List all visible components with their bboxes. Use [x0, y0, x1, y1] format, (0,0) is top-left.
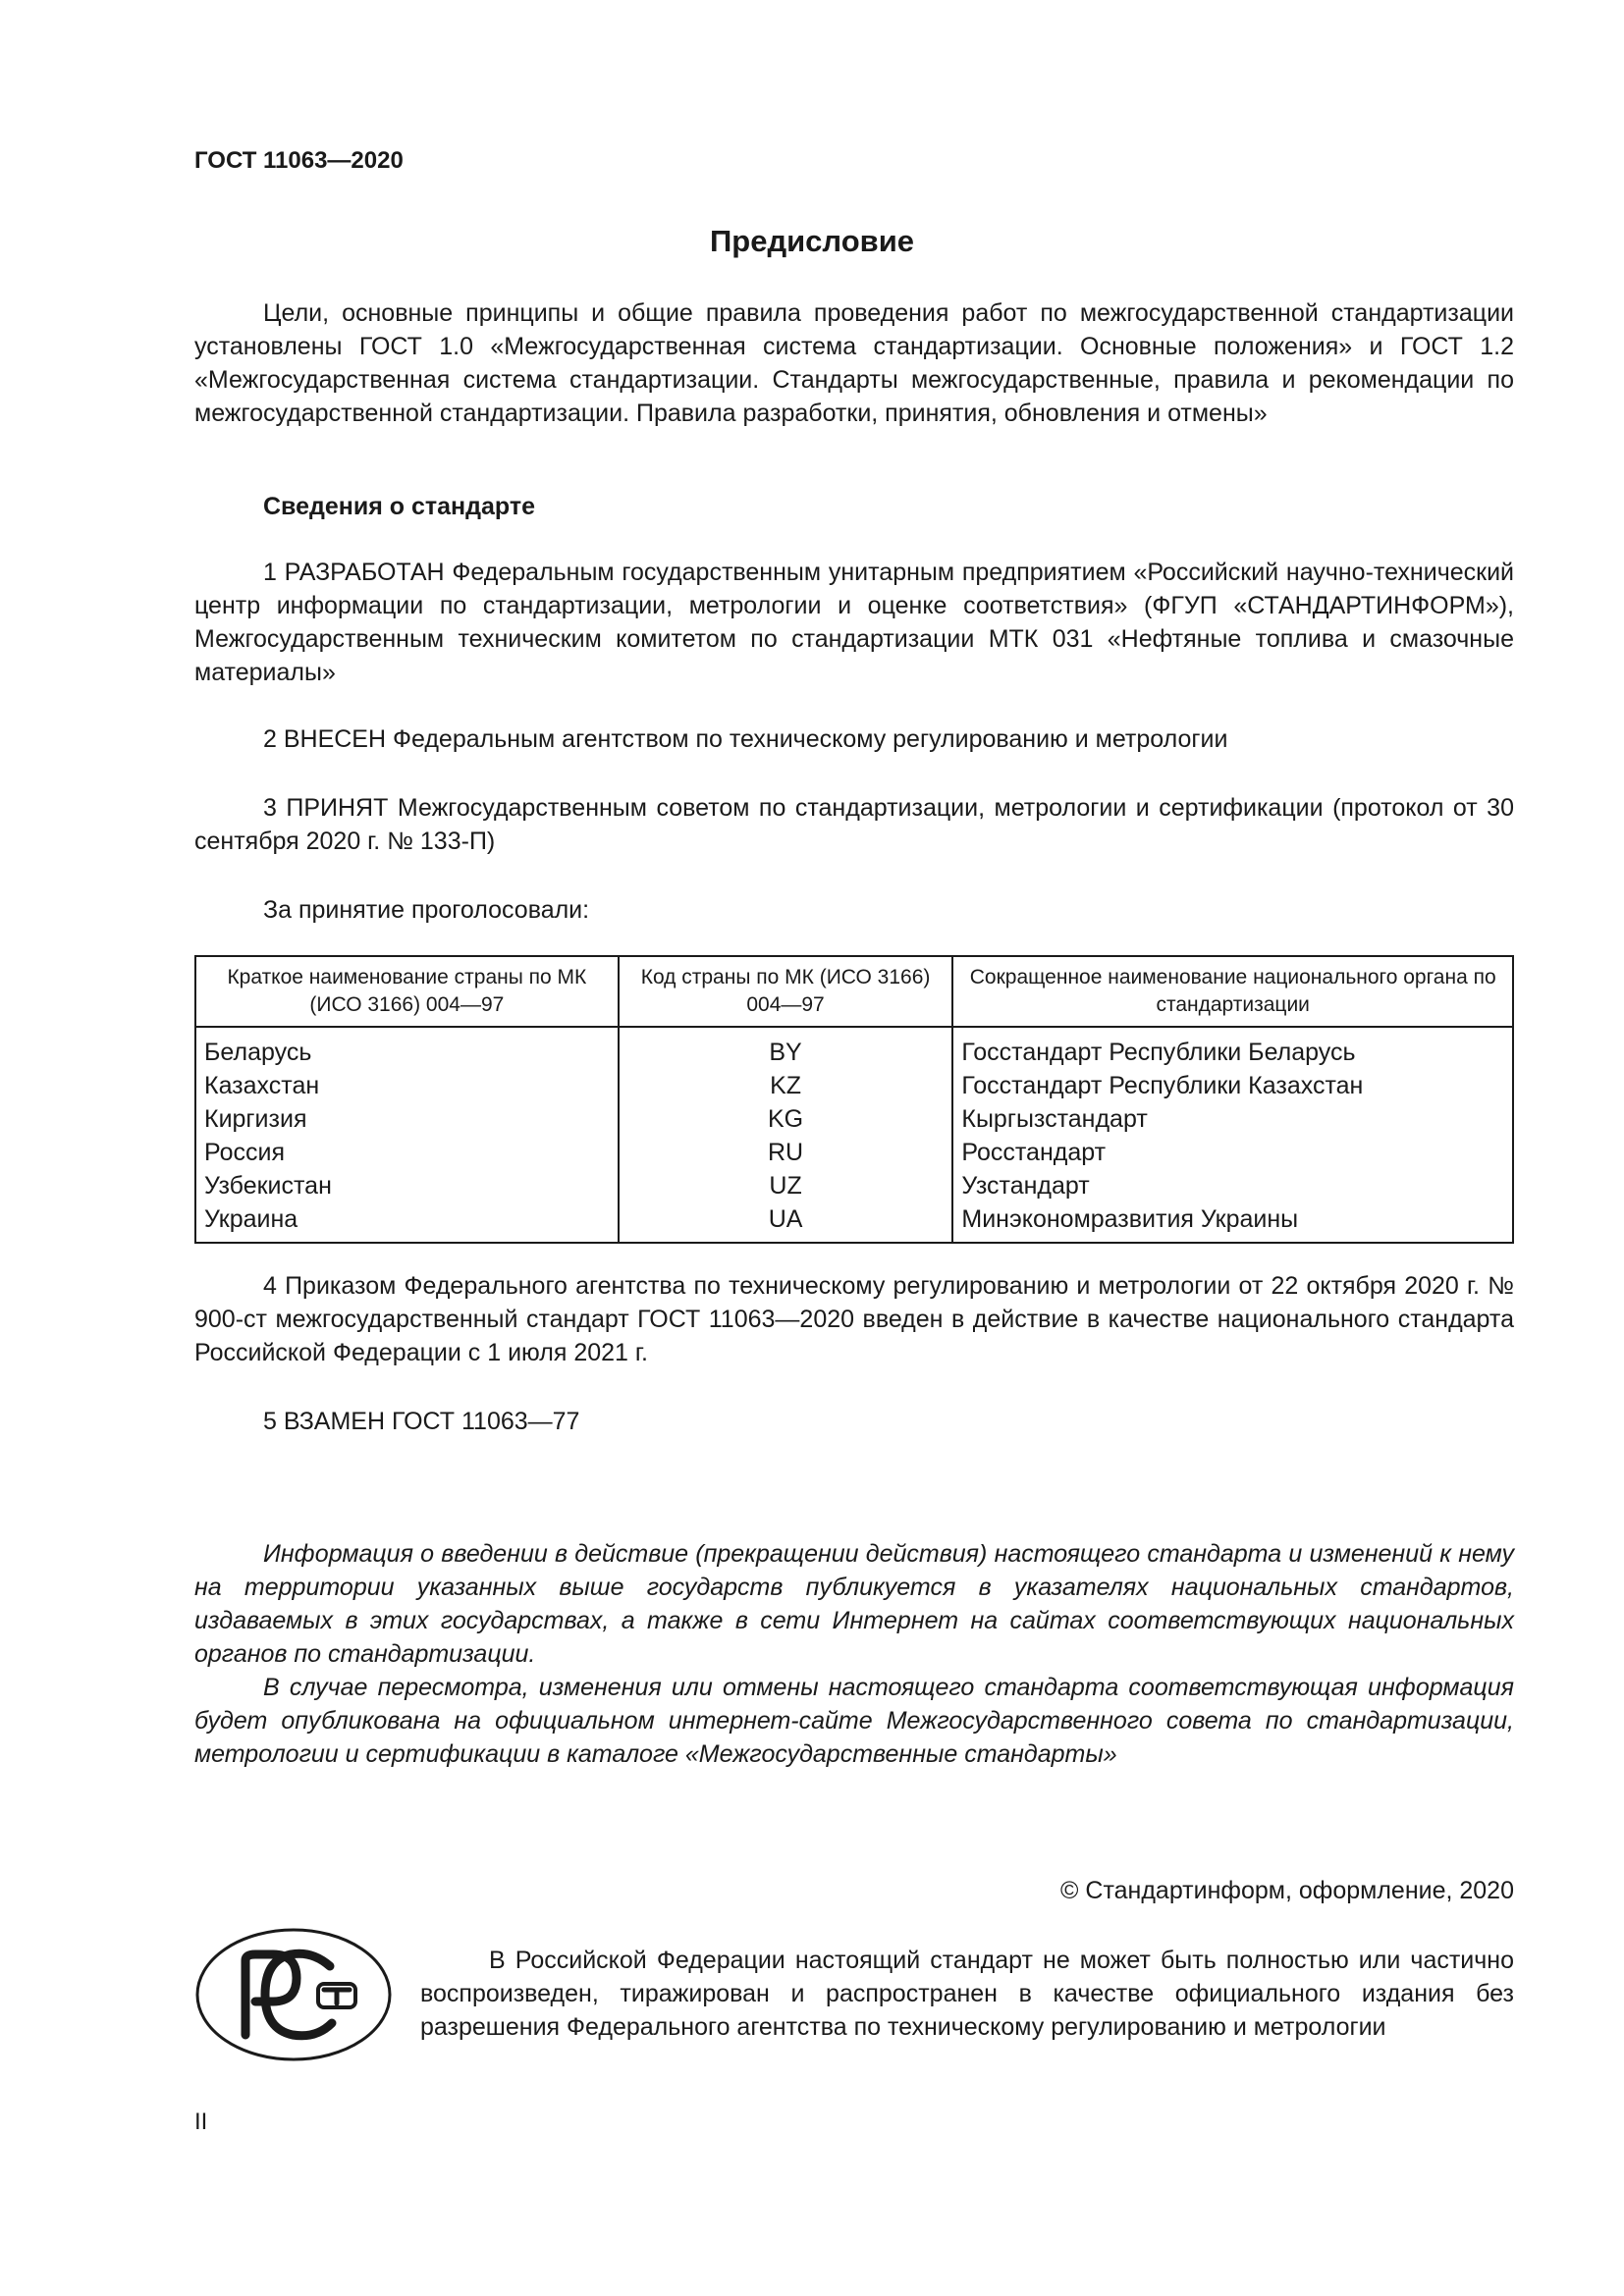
column-header-country: Краткое наименование страны по МК (ИСО 3166) 004—97 — [195, 956, 619, 1027]
table-row — [195, 1136, 1513, 1169]
copyright-line: © Стандартинформ, оформление, 2020 — [1060, 1877, 1514, 1904]
table-header-row — [195, 956, 1513, 1027]
body-cell: Госстандарт Республики Казахстан — [952, 1069, 1513, 1102]
code-cell: KZ — [619, 1069, 953, 1102]
code-cell: UA — [619, 1202, 953, 1243]
item-introduced: 2 ВНЕСЕН Федеральным агентством по техническому регулированию и метрологии — [263, 725, 1228, 753]
table-row — [195, 1027, 1513, 1069]
column-header-code: Код страны по МК (ИСО 3166) 004—97 — [619, 956, 953, 1027]
voting-table — [194, 955, 1514, 1244]
code-cell: RU — [619, 1136, 953, 1169]
page-number: II — [194, 2109, 208, 2135]
page-title: Предисловие — [709, 224, 914, 258]
voted-label: За принятие проголосовали: — [263, 896, 590, 924]
country-cell: Казахстан — [195, 1069, 619, 1102]
country-cell: Киргизия — [195, 1102, 619, 1136]
italic-info-paragraph-1: Информация о введении в действие (прекращении действия) настоящего стандарта и изменений к нему на территории указанных выше государств публикуется в указателях национальных стандартов, издаваемых в этих государствах, а также в сети Интернет на сайтах соответствующих национальных органов по стандартизации. — [194, 1540, 1514, 1668]
rst-logo-icon — [194, 1927, 393, 2062]
body-cell: Госстандарт Республики Беларусь — [952, 1027, 1513, 1069]
document-code: ГОСТ 11063—2020 — [194, 147, 404, 174]
table-row — [195, 1202, 1513, 1243]
country-cell: Беларусь — [195, 1027, 619, 1069]
table-row — [195, 1169, 1513, 1202]
body-cell: Росстандарт — [952, 1136, 1513, 1169]
body-cell: Узстандарт — [952, 1169, 1513, 1202]
italic-info-paragraph-2: В случае пересмотра, изменения или отмены настоящего стандарта соответствующая информация будет опубликована на официальном интернет-сайте Межгосударственного совета по стандартизации, метрологии и сертификации в каталоге «Межгосударственные стандарты» — [194, 1674, 1514, 1768]
country-cell: Украина — [195, 1202, 619, 1243]
country-cell: Узбекистан — [195, 1169, 619, 1202]
item-adopted: 3 ПРИНЯТ Межгосударственным советом по стандартизации, метрологии и сертификации (протокол от 30 сентября 2020 г. № 133-П) — [194, 794, 1514, 855]
reproduction-notice: В Российской Федерации настоящий стандарт не может быть полностью или частично воспроизведен, тиражирован и распространен в качестве официального издания без разрешения Федерального агентства по техническому регулированию и метрологии — [420, 1947, 1514, 2041]
code-cell: UZ — [619, 1169, 953, 1202]
item-order: 4 Приказом Федерального агентства по техническому регулированию и метрологии от 22 октября 2020 г. № 900-ст межгосударственный стандарт ГОСТ 11063—2020 введен в действие в качестве национального стандарта Российской Федерации с 1 июля 2021 г. — [194, 1272, 1514, 1366]
item-developed: 1 РАЗРАБОТАН Федеральным государственным унитарным предприятием «Российский научно-технический центр информации по стандартизации, метрологии и оценке соответствия» (ФГУП «СТАНДАРТИНФОРМ»), Межгосударственным техническим комитетом по стандартизации МТК 031 «Нефтяные топлива и смазочные материалы» — [194, 559, 1514, 686]
table-row — [195, 1069, 1513, 1102]
column-header-body: Сокращенное наименование национального органа по стандартизации — [952, 956, 1513, 1027]
body-cell: Минэкономразвития Украины — [952, 1202, 1513, 1243]
table-row — [195, 1102, 1513, 1136]
item-replaces: 5 ВЗАМЕН ГОСТ 11063—77 — [263, 1408, 580, 1435]
info-heading: Сведения о стандарте — [263, 493, 536, 520]
code-cell: KG — [619, 1102, 953, 1136]
body-cell: Кыргызстандарт — [952, 1102, 1513, 1136]
country-cell: Россия — [195, 1136, 619, 1169]
code-cell: BY — [619, 1027, 953, 1069]
intro-paragraph: Цели, основные принципы и общие правила проведения работ по межгосударственной стандартизации установлены ГОСТ 1.0 «Межгосударственная система стандартизации. Основные положения» и ГОСТ 1.2 «Межгосударственная система стандартизации. Стандарты межгосударственные, правила и рекомендации по межгосударственной стандартизации. Правила разработки, принятия, обновления и отмены» — [194, 299, 1514, 427]
